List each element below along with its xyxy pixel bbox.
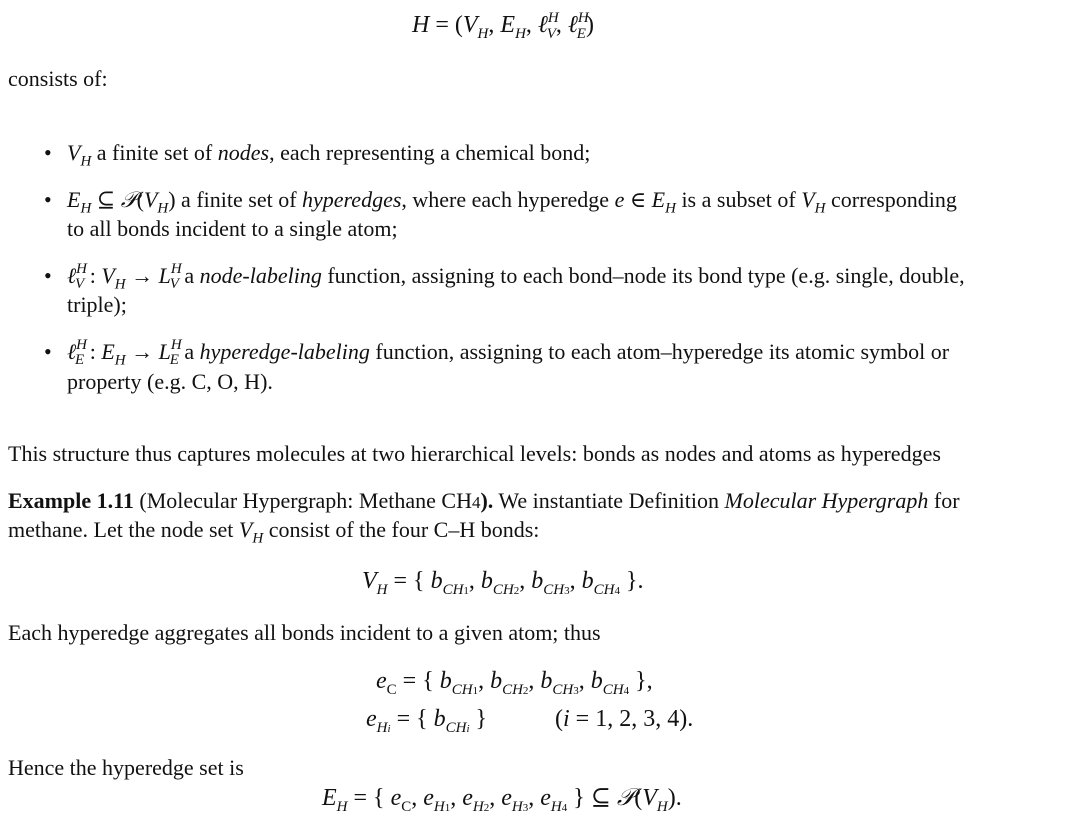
definition-item-hyperedges-line2: to all bonds incident to a single atom; <box>67 216 398 241</box>
example-heading-line2: methane. Let the node set $V_H$ consist of the four C–H bonds: <box>8 517 540 547</box>
carbon-hyperedge-equation: $e_C$ = { $b_{CH1}$, $b_{CH2}$, $b_{CH3}$, $b_{CH4}$ }, <box>376 668 653 698</box>
bullet-marker: • <box>44 263 52 288</box>
definition-item-nodes: $V_H$ a finite set of nodes, each representing a chemical bond; <box>67 140 591 170</box>
bullet-marker: • <box>44 140 52 165</box>
tuple-equation-text <box>0 0 1 1</box>
consists-of-text: consists of: <box>8 66 108 91</box>
definition-item-node-labeling: ℓ$^H_V$ : $V_H \to L^H_V$ a node-labeling function, assigning to each bond–node its bond type (e.g. single, double, <box>67 261 965 293</box>
example-heading: Example 1.11 (Molecular Hypergraph: Methane CH4). We instantiate Definition Molecular Hypergraph for <box>8 488 960 513</box>
summary-paragraph: This structure thus captures molecules at two hierarchical levels: bonds as nodes and atoms as hyperedges <box>8 441 941 466</box>
bullet-marker: • <box>44 339 52 364</box>
bullet-marker: • <box>44 187 52 212</box>
node-set-equation: $V_H$ = { $b_{CH1}$, $b_{CH2}$, $b_{CH3}$, $b_{CH4}$ }. <box>362 568 644 598</box>
definition-item-node-labeling-line2: triple); <box>67 292 127 317</box>
definition-tuple-equation: $H = (V_H$, $E_H$, ℓ$^H_V$, ℓ$^H_E$) <box>412 10 594 42</box>
definition-item-hyperedge-labeling: ℓ$^H_E$ : $E_H \to L^H_E$ a hyperedge-labeling function, assigning to each atom–hyperedge its atomic symbol or <box>67 337 950 369</box>
hence-paragraph: Hence the hyperedge set is <box>8 755 244 780</box>
hydrogen-hyperedge-equation: $e_{Hi}$ = { $b_{CHi}$ } <box>366 706 488 736</box>
definition-item-hyperedge-labeling-line2: property (e.g. C, O, H). <box>67 369 273 394</box>
aggregate-paragraph: Each hyperedge aggregates all bonds incident to a given atom; thus <box>8 620 601 645</box>
edge-set-equation: $E_H$ = { $e_C$, $e_{H1}$, $e_{H2}$, $e_{H3}$, $e_{H4}$ } ⊆ $𝒫(V_H)$. <box>322 783 682 815</box>
definition-item-hyperedges: $E_H$ ⊆ $𝒫(V_H)$ a finite set of hyperedges, where each hyperedge e ∈ $E_H$ is a subset of $V_H$ corresponding <box>67 187 957 217</box>
hydrogen-index-range: (i = 1, 2, 3, 4). <box>555 706 694 732</box>
